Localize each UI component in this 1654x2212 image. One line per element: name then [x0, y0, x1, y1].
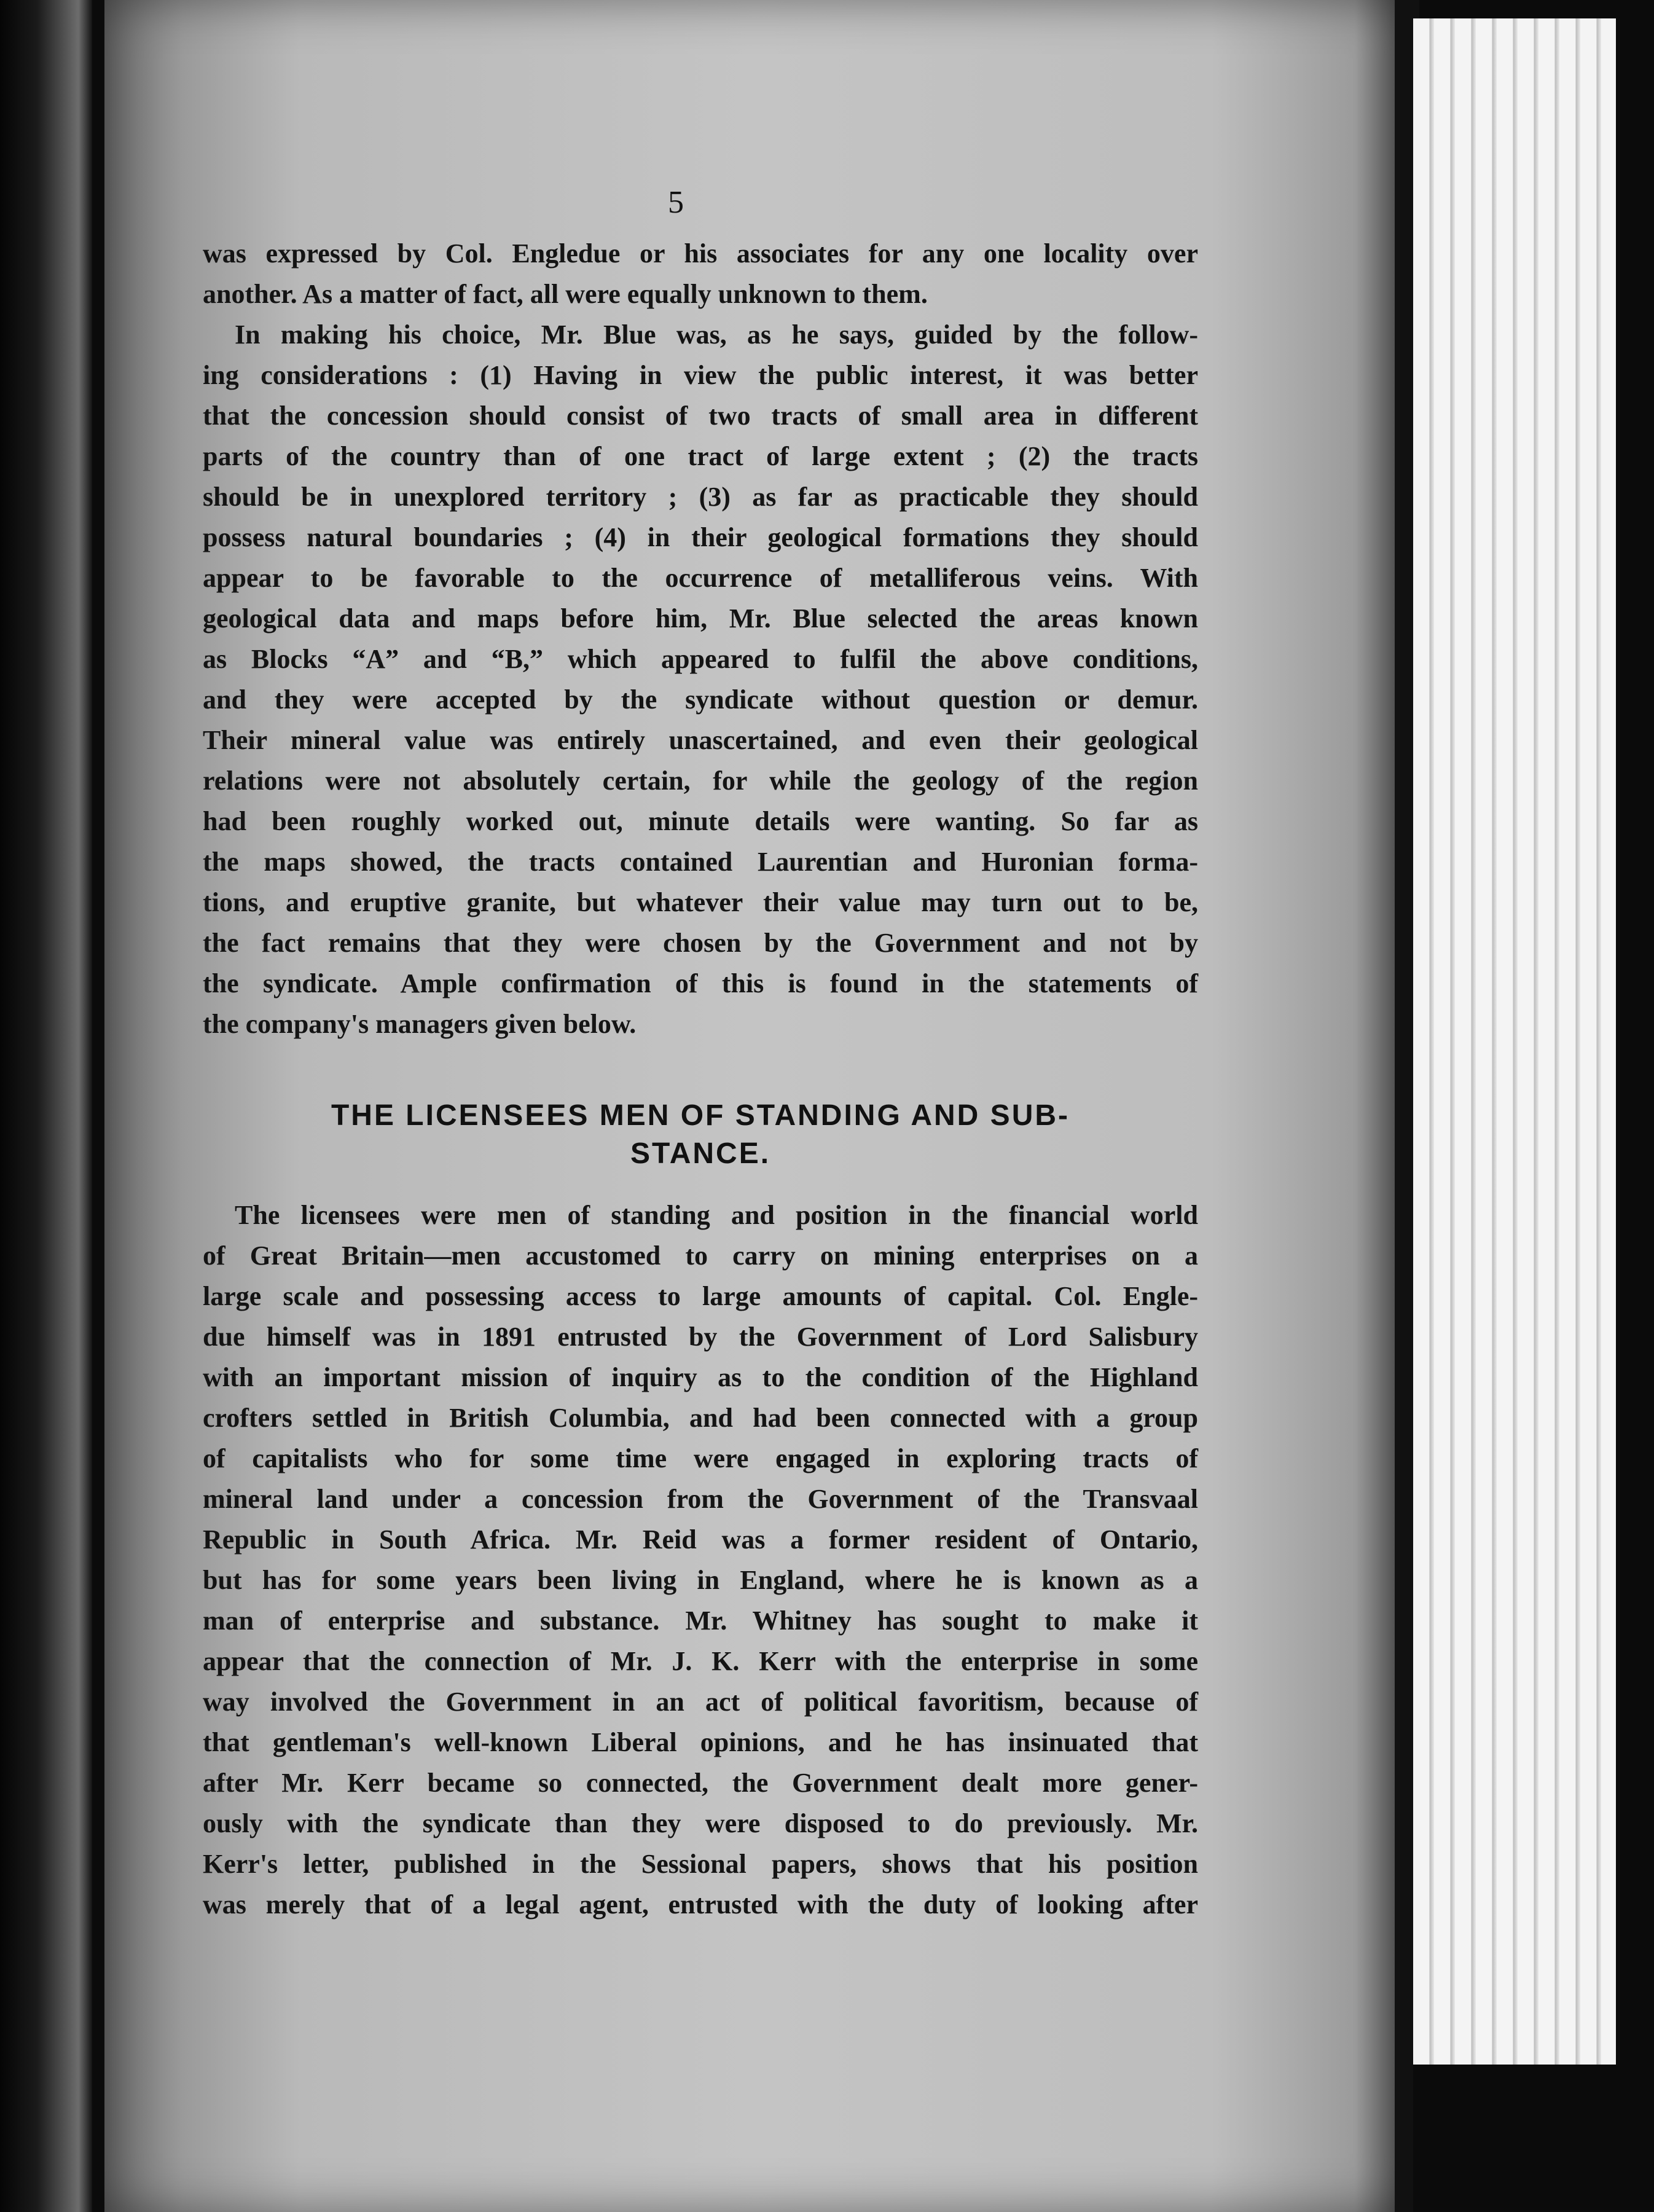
scan-background: [1413, 2065, 1654, 2212]
text-line: geological data and maps before him, Mr. Blue selected the areas known: [203, 603, 1198, 633]
text-line: possess natural boundaries ; (4) in their geological formations they should: [203, 522, 1198, 552]
book-page-edges: [1413, 18, 1616, 2065]
text-line: Republic in South Africa. Mr. Reid was a former resident of Ontario,: [203, 1524, 1198, 1555]
text-line: should be in unexplored territory ; (3) as far as practicable they should: [203, 482, 1198, 512]
text-line: that the concession should consist of two tracts of small area in different: [203, 401, 1198, 431]
text-line: the maps showed, the tracts contained Laurentian and Huronian forma-: [203, 847, 1198, 877]
text-line: appear to be favorable to the occurrence of metalliferous veins. With: [203, 563, 1198, 593]
text-line: ing considerations : (1) Having in view the public interest, it was better: [203, 360, 1198, 390]
paragraph-licensees: [203, 1195, 1198, 1925]
text-line: had been roughly worked out, minute details were wanting. So far as: [203, 806, 1198, 836]
text-line: large scale and possessing access to large amounts of capital. Col. Engle-: [203, 1281, 1198, 1311]
text-line: as Blocks “A” and “B,” which appeared to fulfil the above conditions,: [203, 644, 1198, 674]
text-line: due himself was in 1891 entrusted by the Government of Lord Salisbury: [203, 1322, 1198, 1352]
section-heading: [203, 1097, 1198, 1173]
text-line: crofters settled in British Columbia, and had been connected with a group: [203, 1403, 1198, 1433]
text-line: was expressed by Col. Engledue or his associates for any one locality over: [203, 238, 1198, 269]
paragraph-continuation: [203, 233, 1198, 315]
text-line: the syndicate. Ample confirmation of this is found in the statements of: [203, 968, 1198, 998]
text-line: tions, and eruptive granite, but whatever their value may turn out to be,: [203, 887, 1198, 917]
text-line: ously with the syndicate than they were disposed to do previously. Mr.: [203, 1808, 1198, 1838]
text-line: relations were not absolutely certain, for while the geology of the region: [203, 766, 1198, 796]
text-line: and they were accepted by the syndicate without question or demur.: [203, 684, 1198, 715]
text-line: the company's managers given below.: [203, 1009, 637, 1039]
text-line: that gentleman's well-known Liberal opinions, and he has insinuated that: [203, 1727, 1198, 1757]
text-line: way involved the Government in an act of political favoritism, because of: [203, 1687, 1198, 1717]
text-line: another. As a matter of fact, all were equally unknown to them.: [203, 279, 928, 309]
text-line: The licensees were men of standing and position in the financial world: [235, 1200, 1198, 1230]
paragraph-selection-considerations: [203, 315, 1198, 1045]
text-line: of capitalists who for some time were engaged in exploring tracts of: [203, 1443, 1198, 1473]
text-line: but has for some years been living in England, where he is known as a: [203, 1565, 1198, 1595]
text-line: Kerr's letter, published in the Sessional papers, shows that his position: [203, 1849, 1198, 1879]
text-line: of Great Britain—men accustomed to carry on mining enterprises on a: [203, 1241, 1198, 1271]
text-line: parts of the country than of one tract of large extent ; (2) the tracts: [203, 441, 1198, 471]
text-line: the fact remains that they were chosen by the Government and not by: [203, 928, 1198, 958]
heading-line: THE LICENSEES MEN OF STANDING AND SUB-: [331, 1099, 1070, 1132]
adjacent-page-edge: [0, 0, 92, 2212]
text-line: after Mr. Kerr became so connected, the Government dealt more gener-: [203, 1768, 1198, 1798]
text-line: In making his choice, Mr. Blue was, as he says, guided by the follow-: [235, 320, 1198, 350]
text-line: was merely that of a legal agent, entrusted with the duty of looking after: [203, 1889, 1198, 1920]
page-number: 5: [668, 185, 684, 220]
text-line: Their mineral value was entirely unascertained, and even their geological: [203, 725, 1198, 755]
heading-line: STANCE.: [630, 1137, 771, 1170]
text-line: man of enterprise and substance. Mr. Whitney has sought to make it: [203, 1606, 1198, 1636]
text-line: appear that the connection of Mr. J. K. Kerr with the enterprise in some: [203, 1646, 1198, 1676]
text-line: mineral land under a concession from the Government of the Transvaal: [203, 1484, 1198, 1514]
text-line: with an important mission of inquiry as to the condition of the Highland: [203, 1362, 1198, 1392]
